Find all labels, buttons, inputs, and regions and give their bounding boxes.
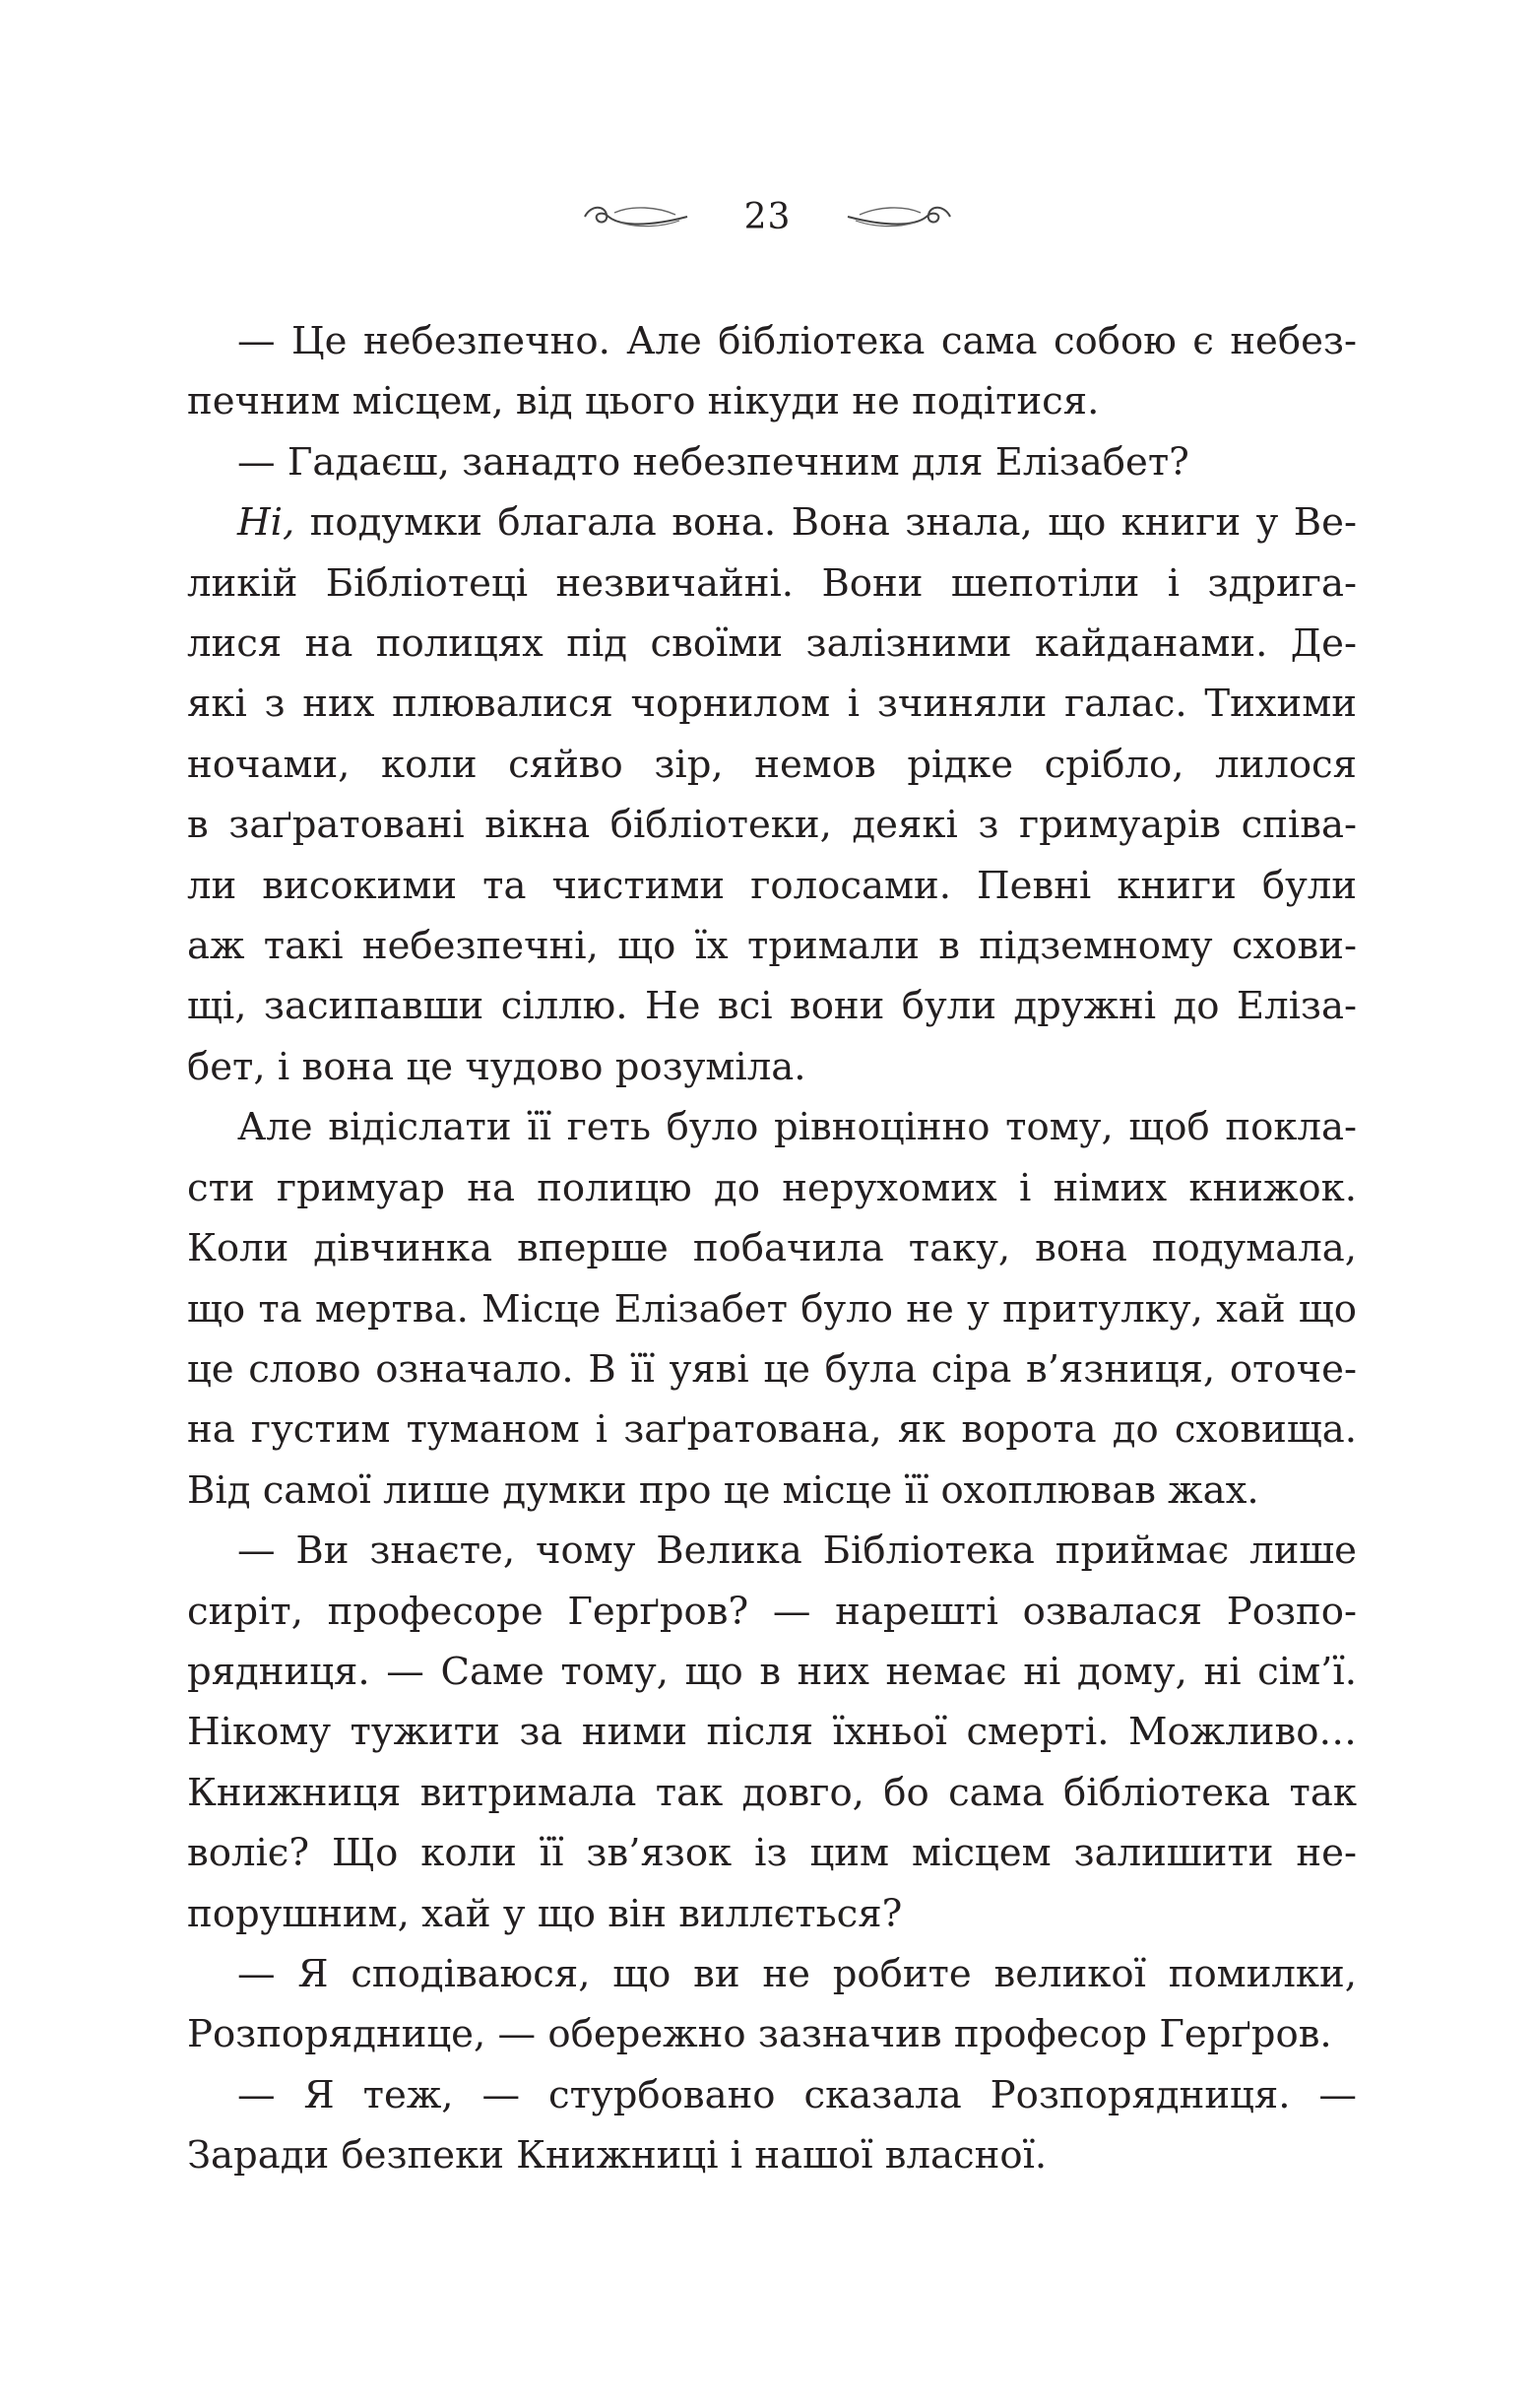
text-line: — Я теж, — стурбовано сказала Розпорядниця. —	[237, 2072, 1357, 2117]
text-line: рядниця. — Саме тому, що в них немає ні дому, ні сім’ї.	[187, 1649, 1357, 1694]
text-line: ли високими та чистими голосами. Певні книги були	[187, 863, 1357, 908]
italic-word: Ні,	[237, 500, 295, 546]
text-line: — Гадаєш, занадто небезпечним для Елізабет?	[237, 439, 1189, 485]
text-line: Заради безпеки Книжниці і нашої власної.	[187, 2133, 1048, 2179]
text-line: лися на полицях під своїми залізними кайданами. Де-	[187, 621, 1357, 667]
text-line: печним місцем, від цього нікуди не подітися.	[187, 379, 1100, 424]
text-line: Коли дівчинка вперше побачила таку, вона подумала,	[187, 1226, 1357, 1271]
text-line	[187, 492, 1357, 553]
text-line: ликій Бібліотеці незвичайні. Вони шепотіли і здрига-	[187, 560, 1357, 606]
text-line: Нікому тужити за ними після їхньої смерті. Можливо…	[187, 1710, 1357, 1755]
text-line: в заґратовані вікна бібліотеки, деякі з гримуарів співа-	[187, 803, 1357, 848]
text-line: — Я сподіваюся, що ви не робите великої помилки,	[237, 1951, 1357, 1996]
text-line: Книжниця витримала так довго, бо сама бібліотека так	[187, 1770, 1357, 1815]
text-line: Від самої лише думки про це місце її охоплював жах.	[187, 1467, 1259, 1513]
text-line: що та мертва. Місце Елізабет було не у притулку, хай що	[187, 1286, 1357, 1332]
text-line: на густим туманом і заґратована, як ворота до сховища.	[187, 1407, 1357, 1453]
text-line: ночами, коли сяйво зір, немов рідке срібло, лилося	[187, 742, 1357, 787]
text-line: аж такі небезпечні, що їх тримали в підземному схови-	[187, 924, 1357, 969]
text-line-rest: подумки благала вона. Вона знала, що книги у Ве-	[309, 500, 1357, 546]
flourish-right-icon	[844, 197, 954, 236]
flourish-left-icon	[581, 197, 691, 236]
text-line: — Це небезпечно. Але бібліотека сама собою є небез-	[237, 319, 1357, 363]
text-line: Розпоряднице, — обережно зазначив професор Герґров.	[187, 2012, 1332, 2057]
body-text	[187, 311, 1357, 2186]
text-line: — Ви знаєте, чому Велика Бібліотека приймає лише	[237, 1529, 1357, 1574]
text-line: це слово означало. В її уяві це була сіра в’язниця, оточе-	[187, 1346, 1357, 1392]
text-line: які з них плювалися чорнилом і зчиняли галас. Тихими	[187, 682, 1357, 727]
page-number: 23	[743, 196, 792, 237]
text-line: щі, засипавши сіллю. Не всі вони були дружні до Еліза-	[187, 984, 1357, 1029]
text-line: порушним, хай у що він виллється?	[187, 1891, 903, 1936]
text-line: сти гримуар на полицю до нерухомих і німих книжок.	[187, 1165, 1357, 1210]
text-line: воліє? Що коли її зв’язок із цим місцем залишити не-	[187, 1831, 1357, 1876]
text-line: Але відіслати її геть було рівноцінно тому, щоб покла-	[237, 1105, 1357, 1150]
text-line: бет, і вона це чудово розуміла.	[187, 1044, 806, 1089]
text-line: сиріт, професоре Герґров? — нарешті озвалася Розпо-	[187, 1589, 1357, 1634]
running-header	[0, 182, 1535, 251]
